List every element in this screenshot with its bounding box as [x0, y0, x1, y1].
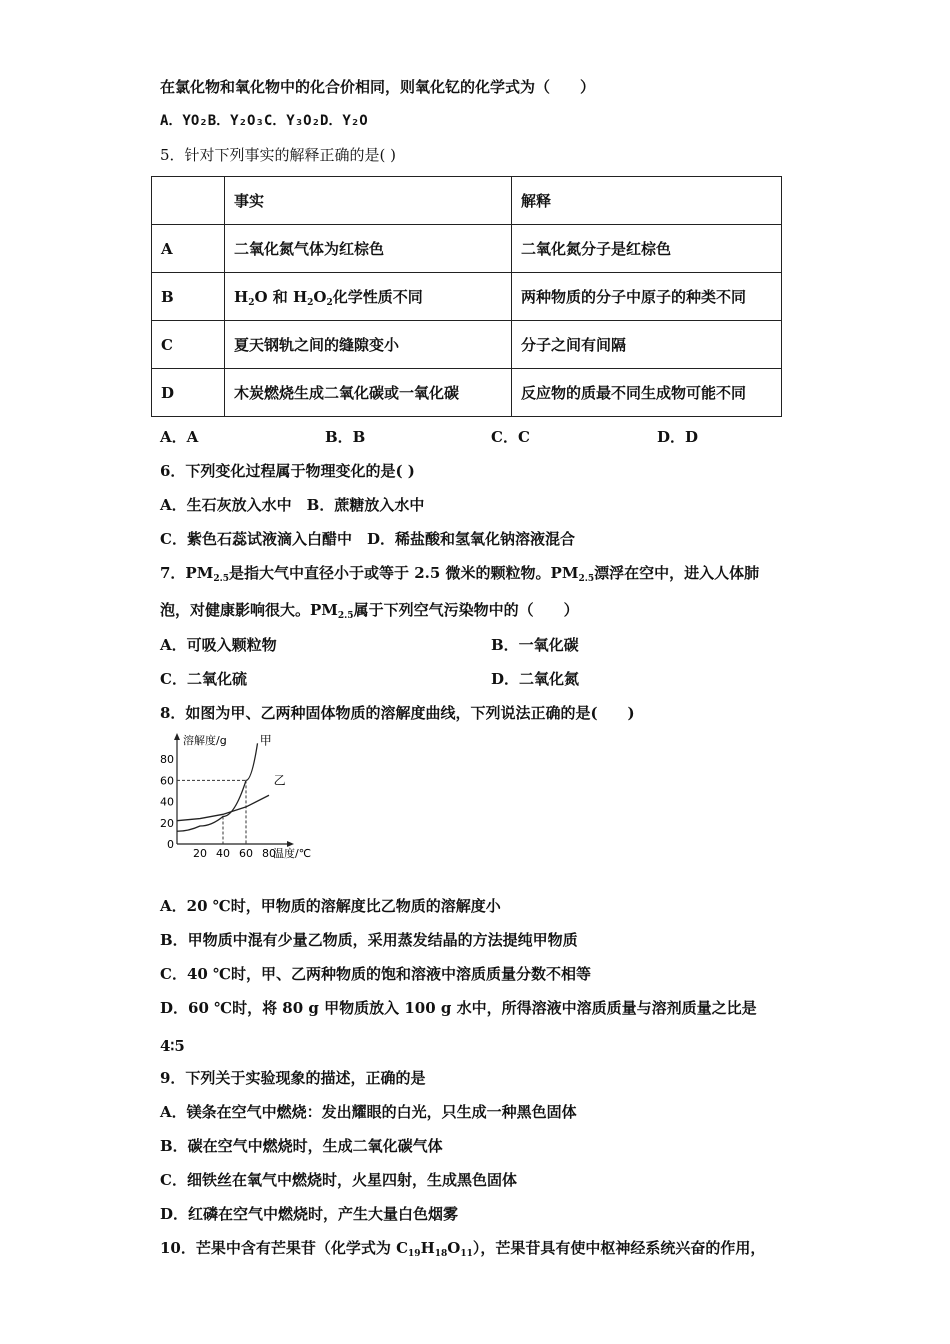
q7-option-c: C．二氧化硫 — [160, 670, 247, 688]
table-header-cell: 事实 — [225, 177, 512, 225]
solubility-chart — [155, 730, 330, 865]
formula-subscript: 2 — [326, 297, 333, 308]
table-row — [152, 273, 782, 321]
q9-stem: 9．下列关于实验现象的描述，正确的是 — [160, 1069, 426, 1087]
q7-stem-line2 — [160, 600, 579, 626]
q9-option-a: A．镁条在空气中燃烧：发出耀眼的白光，只生成一种黑色固体 — [160, 1103, 577, 1121]
q5-option-c: C．C — [491, 428, 530, 446]
q4-options: A．YO₂B．Y₂O₃C．Y₃O₂D．Y₂O — [160, 113, 368, 129]
chart-axes — [174, 733, 294, 847]
table-row — [152, 321, 782, 369]
q5-option-d: D．D — [657, 428, 699, 446]
table-header-cell: 解释 — [512, 177, 782, 225]
q6-options-line2: C．紫色石蕊试液滴入白醋中 D．稀盐酸和氢氧化钠溶液混合 — [160, 530, 575, 548]
y-axis-arrow — [174, 733, 180, 740]
row-label: C — [152, 321, 225, 369]
q8-option-b: B．甲物质中混有少量乙物质，采用蒸发结晶的方法提纯甲物质 — [160, 931, 578, 949]
table-header-cell — [152, 177, 225, 225]
series-label-jia: 甲 — [259, 733, 272, 748]
q10-stem — [160, 1238, 765, 1264]
fact-cell: 夏天钢轨之间的缝隙变小 — [225, 321, 512, 369]
subscript: 2.5 — [337, 611, 354, 621]
q7-stem-line1 — [160, 563, 759, 589]
q5-stem: 5．针对下列事实的解释正确的是( ) — [160, 146, 397, 164]
q8-option-d-continued: 4∶5 — [160, 1037, 185, 1055]
text-part: 属于下列空气污染物中的（ ） — [353, 601, 579, 619]
q9-option-b: B．碳在空气中燃烧时，生成二氧化碳气体 — [160, 1137, 443, 1155]
q4-stem: 在氯化物和氧化物中的化合价相同，则氧化钇的化学式为（ ） — [160, 78, 596, 96]
formula-part: 化学性质不同 — [332, 287, 423, 306]
formula-part: O 和 H — [254, 287, 308, 306]
table-row — [152, 369, 782, 417]
text-part: 泡，对健康影响很大。PM — [160, 601, 338, 619]
x-tick-label: 20 — [193, 847, 207, 860]
series-label-yi: 乙 — [273, 773, 286, 788]
formula-part: H — [234, 287, 249, 306]
q7-option-b: B．一氧化碳 — [491, 636, 579, 654]
subscript: 2.5 — [213, 574, 229, 584]
q8-stem: 8．如图为甲、乙两种固体物质的溶解度曲线，下列说法正确的是( ) — [160, 704, 635, 722]
q5-option-a: A．A — [160, 428, 199, 446]
row-label: A — [152, 225, 225, 273]
subscript: 18 — [434, 1249, 448, 1259]
q5-table — [151, 176, 782, 417]
explain-cell: 分子之间有间隔 — [512, 321, 782, 369]
explain-cell: 两种物质的分子中原子的种类不同 — [512, 273, 782, 321]
formula-subscript: 2 — [248, 297, 255, 308]
explain-cell: 反应物的质最不同生成物可能不同 — [512, 369, 782, 417]
q6-stem: 6．下列变化过程属于物理变化的是( ) — [160, 462, 415, 480]
text-part: 10．芒果中含有芒果苷（化学式为 C — [160, 1239, 409, 1257]
subscript: 2.5 — [578, 574, 595, 584]
series-line-jia — [177, 743, 258, 831]
q9-option-d: D．红磷在空气中燃烧时，产生大量白色烟雾 — [160, 1205, 459, 1223]
table-row — [152, 225, 782, 273]
series-labels — [260, 733, 286, 787]
fact-cell: 二氧化氮气体为红棕色 — [225, 225, 512, 273]
table-header-row — [152, 177, 782, 225]
row-label: B — [152, 273, 225, 321]
text-part: H — [420, 1239, 435, 1257]
formula-subscript: 2 — [307, 297, 314, 308]
y-tick-label: 0 — [167, 838, 174, 851]
q5-option-b: B．B — [325, 428, 366, 446]
guide-lines — [177, 780, 246, 844]
row-label: D — [152, 369, 225, 417]
y-tick-label: 40 — [160, 795, 174, 809]
text-part: O — [447, 1239, 461, 1257]
y-axis-label: 溶解度/g — [183, 734, 227, 747]
q7-option-a: A．可吸入颗粒物 — [160, 636, 277, 654]
fact-cell: 木炭燃烧生成二氧化碳或一氧化碳 — [225, 369, 512, 417]
fact-cell — [225, 273, 512, 321]
y-tick-label: 60 — [160, 774, 174, 788]
x-tick-labels — [193, 847, 276, 860]
x-axis-label: 温度/℃ — [273, 847, 312, 860]
q8-option-d: D．60 ℃时，将 80 g 甲物质放入 100 g 水中，所得溶液中溶质质量与溶剂质量之比是 — [160, 999, 757, 1017]
y-tick-label: 80 — [160, 753, 174, 767]
q8-option-a: A．20 ℃时，甲物质的溶解度比乙物质的溶解度小 — [160, 897, 501, 915]
explain-cell: 二氧化氮分子是红棕色 — [512, 225, 782, 273]
y-tick-label: 20 — [160, 816, 174, 830]
subscript: 19 — [408, 1249, 421, 1259]
text-part: 漂浮在空中，进入人体肺 — [594, 564, 760, 582]
q6-options-line1: A．生石灰放入水中 B．蔗糖放入水中 — [160, 496, 425, 514]
text-part: 是指大气中直径小于或等于 2.5 微米的颗粒物。PM — [229, 564, 579, 582]
q9-option-c: C．细铁丝在氧气中燃烧时，火星四射，生成黑色固体 — [160, 1171, 517, 1189]
q8-option-c: C．40 ℃时，甲、乙两种物质的饱和溶液中溶质质量分数不相等 — [160, 965, 592, 983]
q7-option-d: D．二氧化氮 — [491, 670, 580, 688]
y-tick-labels — [160, 753, 174, 851]
x-tick-label: 40 — [216, 847, 230, 860]
subscript: 11 — [460, 1249, 473, 1259]
text-part: 7．PM — [160, 564, 214, 582]
text-part: ），芒果苷具有使中枢神经系统兴奋的作用， — [472, 1239, 766, 1257]
formula-part: O — [313, 287, 327, 306]
x-tick-label: 80 — [262, 847, 276, 860]
x-tick-label: 60 — [239, 847, 253, 860]
